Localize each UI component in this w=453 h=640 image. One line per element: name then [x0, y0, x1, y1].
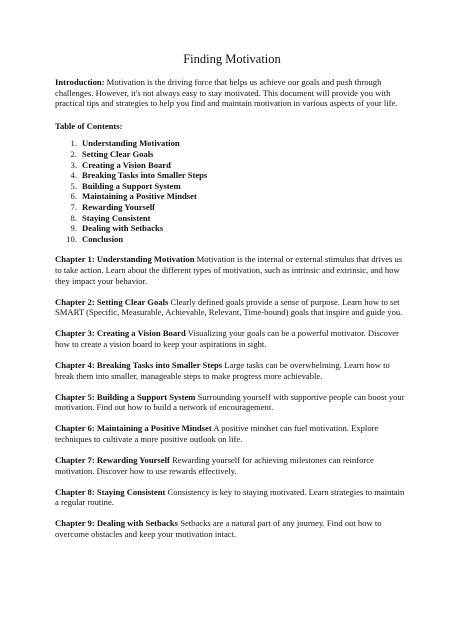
- toc-item: [55, 191, 409, 202]
- chapter-text: Motivation is the internal or external stimulus that drives us to take action. Learn about the different types of motivation, such as intrinsic and extrinsic, and how they impact your behavior.: [55, 254, 403, 286]
- toc-item-label: Staying Consistent: [82, 212, 151, 223]
- introduction-paragraph: [55, 77, 409, 109]
- toc-item-number: 1.: [70, 138, 77, 149]
- toc-item-label: Creating a Vision Board: [82, 159, 171, 170]
- introduction-label: Introduction:: [55, 77, 105, 87]
- chapter-text: A positive mindset can fuel motivation. Explore techniques to cultivate a more positive outlook on life.: [55, 423, 379, 444]
- toc-item: [55, 181, 409, 192]
- toc-item-label: Conclusion: [82, 233, 124, 244]
- toc-item: [55, 160, 409, 171]
- toc-item-label: Building a Support System: [82, 180, 181, 191]
- chapter-paragraph: [55, 328, 409, 349]
- chapter-text: Surrounding yourself with supportive people can boost your motivation. Find out how to build a network of encouragement.: [55, 391, 405, 413]
- chapter-paragraph: [55, 455, 409, 476]
- toc-item: [55, 213, 409, 224]
- chapter-text: Rewarding yourself for achieving milestones can reinforce motivation. Discover how to use rewards effectively.: [55, 455, 374, 476]
- chapter-paragraph: [55, 254, 409, 286]
- toc-item-number: 5.: [70, 180, 77, 191]
- toc-item: [55, 149, 409, 160]
- toc-item-label: Maintaining a Positive Mindset: [82, 191, 197, 202]
- chapter-paragraph: [55, 487, 409, 508]
- toc-item-number: 8.: [70, 212, 77, 223]
- chapter-heading: Chapter 5: Building a Support System: [55, 391, 196, 402]
- toc-item: [55, 170, 409, 181]
- chapter-heading: Chapter 9: Dealing with Setbacks: [55, 518, 179, 529]
- chapter-paragraph: [55, 423, 409, 444]
- document-title: Finding Motivation: [183, 52, 281, 66]
- toc-item-number: 4.: [70, 170, 77, 181]
- toc-item: [55, 138, 409, 149]
- chapter-paragraph: [55, 297, 409, 318]
- table-of-contents: [55, 138, 409, 244]
- toc-item-label: Understanding Motivation: [82, 138, 180, 149]
- chapter-heading: Chapter 8: Staying Consistent: [55, 486, 166, 497]
- toc-item-label: Dealing with Setbacks: [82, 223, 164, 234]
- chapter-paragraph: [55, 360, 409, 381]
- chapter-heading: Chapter 1: Understanding Motivation: [55, 254, 195, 265]
- toc-item: [55, 223, 409, 234]
- chapter-paragraph: [55, 518, 409, 539]
- chapter-text: Setbacks are a natural part of any journey. Find out how to overcome obstacles and keep your motivation intact.: [55, 518, 382, 539]
- toc-heading: Table of Contents:: [55, 120, 123, 131]
- chapter-heading: Chapter 6: Maintaining a Positive Mindset: [55, 423, 212, 434]
- toc-item-label: Breaking Tasks into Smaller Steps: [82, 170, 208, 181]
- toc-item: [55, 202, 409, 213]
- toc-item-number: 2.: [70, 148, 77, 159]
- toc-item-label: Setting Clear Goals: [82, 148, 154, 159]
- chapter-heading: Chapter 7: Rewarding Yourself: [55, 455, 170, 466]
- chapter-text: Visualizing your goals can be a powerful motivator. Discover how to create a vision board to keep your aspirations in sight.: [55, 328, 399, 349]
- chapter-text: Large tasks can be overwhelming. Learn how to break them into smaller, manageable steps to make progress more achievable.: [55, 359, 390, 381]
- chapter-paragraph: [55, 392, 409, 413]
- toc-item-number: 3.: [70, 159, 77, 170]
- chapter-text: Clearly defined goals provide a sense of purpose. Learn how to set SMART (Specific, Measurable, Achievable, Relevant, Time-bound) goals that inspire and guide you.: [55, 296, 403, 318]
- toc-item-number: 10.: [66, 233, 77, 244]
- introduction-text: Motivation is the driving force that helps us achieve our goals and push through challenges. However, it's not always easy to stay motivated. This document will provide you with practical tips and strategies to help you find and maintain motivation in various aspects of your life.: [55, 77, 398, 109]
- toc-item-number: 9.: [70, 223, 77, 234]
- toc-item-label: Rewarding Yourself: [82, 201, 155, 212]
- chapter-heading: Chapter 2: Setting Clear Goals: [55, 296, 169, 307]
- toc-item: [55, 234, 409, 245]
- chapter-heading: Chapter 3: Creating a Vision Board: [55, 328, 186, 339]
- toc-item-number: 7.: [70, 201, 77, 212]
- toc-item-number: 6.: [70, 191, 77, 202]
- chapter-text: Consistency is key to staying motivated. Learn strategies to maintain a regular routine.: [55, 486, 405, 508]
- chapter-heading: Chapter 4: Breaking Tasks into Smaller Steps: [55, 359, 223, 370]
